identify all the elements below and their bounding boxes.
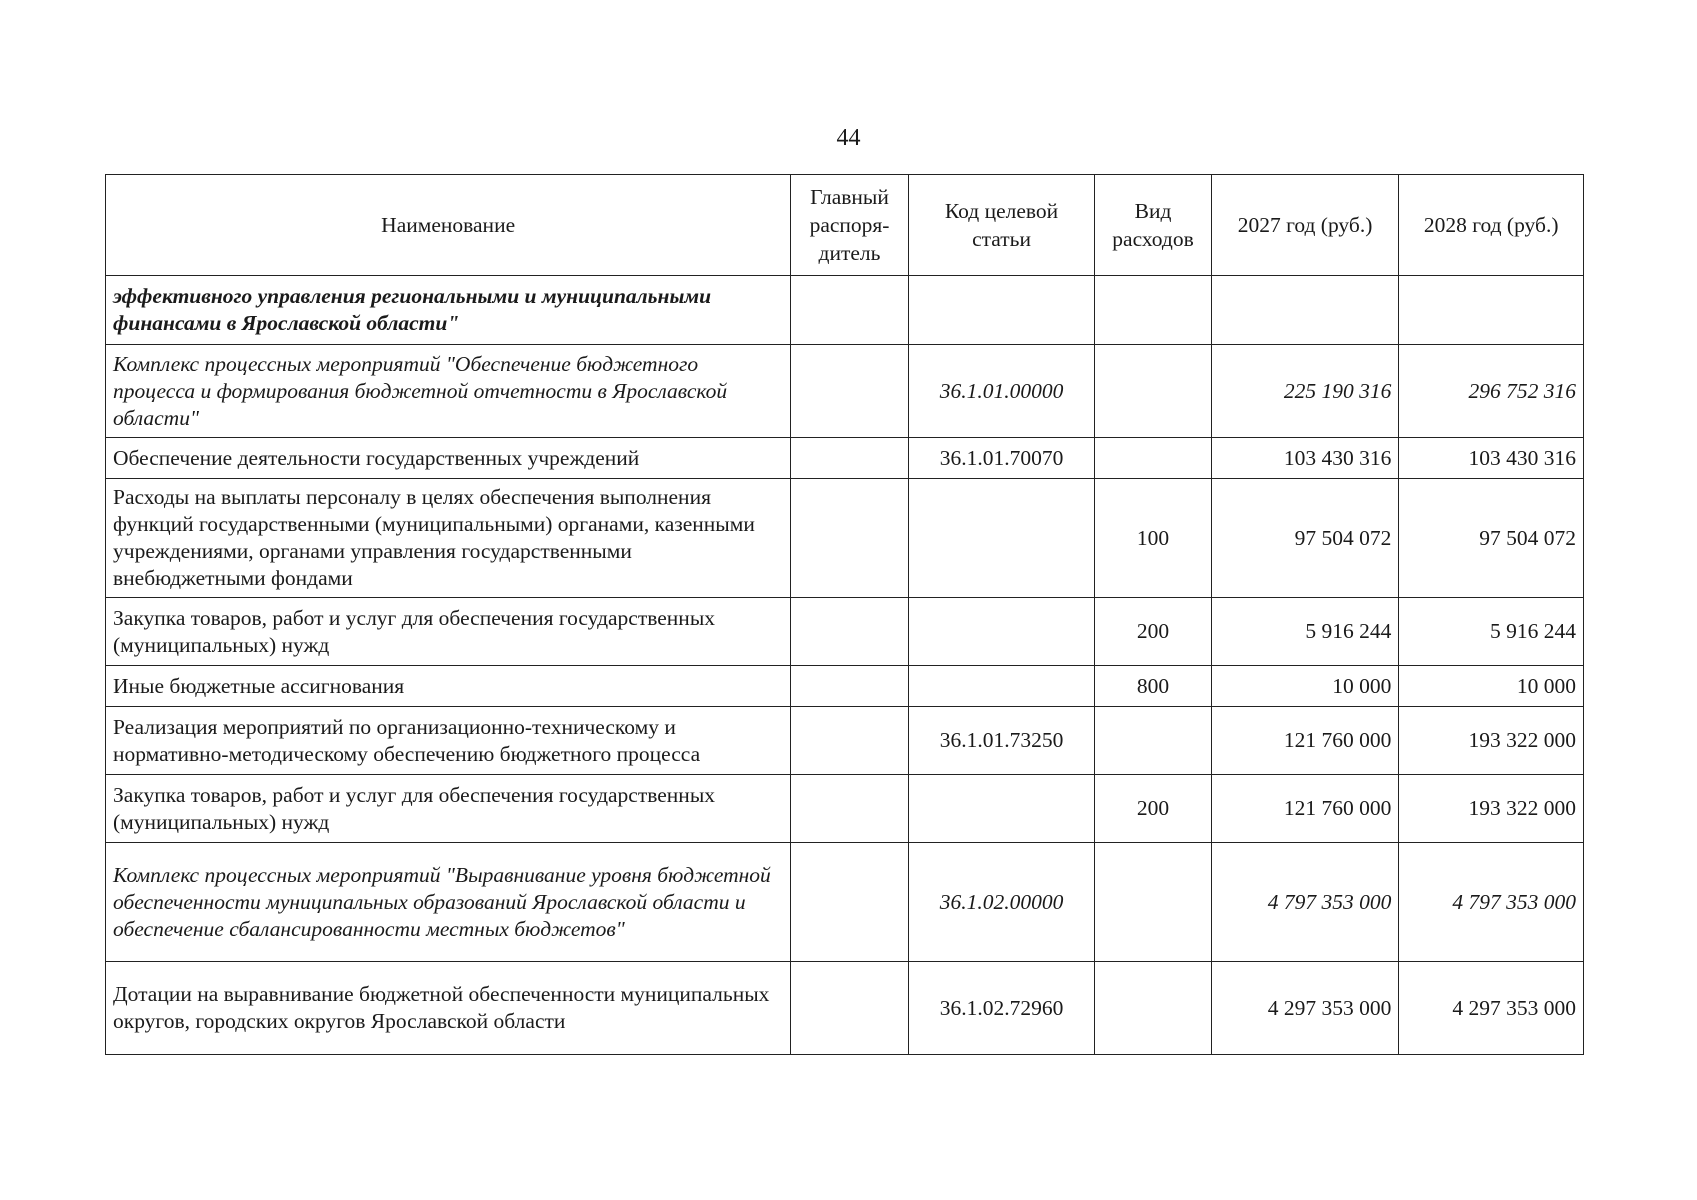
cell-name: Комплекс процессных мероприятий "Обеспечение бюджетного процесса и формирования бюджетной отчетности в Ярославской области" bbox=[106, 345, 791, 438]
cell-expense-type bbox=[1095, 345, 1211, 438]
table-header-row bbox=[106, 175, 1584, 276]
cell-code: 36.1.02.72960 bbox=[908, 962, 1095, 1055]
cell-admin bbox=[791, 707, 908, 775]
header-admin: Главный распоря-дитель bbox=[791, 175, 908, 276]
table-row bbox=[106, 962, 1584, 1055]
cell-code bbox=[908, 666, 1095, 707]
cell-year-2027: 97 504 072 bbox=[1211, 479, 1399, 598]
cell-name: эффективного управления региональными и муниципальными финансами в Ярославской области" bbox=[106, 276, 791, 345]
cell-code: 36.1.02.00000 bbox=[908, 843, 1095, 962]
cell-expense-type: 200 bbox=[1095, 775, 1211, 843]
cell-year-2028: 193 322 000 bbox=[1399, 775, 1584, 843]
cell-name: Реализация мероприятий по организационно-техническому и нормативно-методическому обеспечению бюджетного процесса bbox=[106, 707, 791, 775]
cell-name: Иные бюджетные ассигнования bbox=[106, 666, 791, 707]
cell-year-2027: 4 297 353 000 bbox=[1211, 962, 1399, 1055]
cell-admin bbox=[791, 666, 908, 707]
cell-expense-type: 800 bbox=[1095, 666, 1211, 707]
cell-code bbox=[908, 479, 1095, 598]
cell-expense-type bbox=[1095, 276, 1211, 345]
cell-admin bbox=[791, 276, 908, 345]
table-row bbox=[106, 438, 1584, 479]
budget-table bbox=[105, 174, 1584, 1055]
cell-expense-type: 100 bbox=[1095, 479, 1211, 598]
cell-name: Расходы на выплаты персоналу в целях обеспечения выполнения функций государственными (муниципальными) органами, казенными учреждениями, органами управления государственными внебюджетными фондами bbox=[106, 479, 791, 598]
cell-admin bbox=[791, 438, 908, 479]
cell-expense-type: 200 bbox=[1095, 598, 1211, 666]
cell-admin bbox=[791, 345, 908, 438]
cell-expense-type bbox=[1095, 843, 1211, 962]
cell-expense-type bbox=[1095, 438, 1211, 479]
cell-name: Обеспечение деятельности государственных учреждений bbox=[106, 438, 791, 479]
table-row bbox=[106, 345, 1584, 438]
table-row bbox=[106, 843, 1584, 962]
cell-year-2027 bbox=[1211, 276, 1399, 345]
cell-year-2028: 296 752 316 bbox=[1399, 345, 1584, 438]
cell-name: Дотации на выравнивание бюджетной обеспеченности муниципальных округов, городских округов Ярославской области bbox=[106, 962, 791, 1055]
cell-name: Комплекс процессных мероприятий "Выравнивание уровня бюджетной обеспеченности муниципальных образований Ярославской области и обеспечение сбалансированности местных бюджетов" bbox=[106, 843, 791, 962]
cell-year-2027: 10 000 bbox=[1211, 666, 1399, 707]
cell-year-2028: 10 000 bbox=[1399, 666, 1584, 707]
cell-year-2027: 225 190 316 bbox=[1211, 345, 1399, 438]
header-code: Код целевой статьи bbox=[908, 175, 1095, 276]
cell-admin bbox=[791, 479, 908, 598]
header-year-2028: 2028 год (руб.) bbox=[1399, 175, 1584, 276]
table-row bbox=[106, 775, 1584, 843]
cell-year-2028: 97 504 072 bbox=[1399, 479, 1584, 598]
table-row bbox=[106, 707, 1584, 775]
cell-admin bbox=[791, 962, 908, 1055]
cell-name: Закупка товаров, работ и услуг для обеспечения государственных (муниципальных) нужд bbox=[106, 775, 791, 843]
cell-code bbox=[908, 598, 1095, 666]
cell-admin bbox=[791, 598, 908, 666]
cell-admin bbox=[791, 775, 908, 843]
header-year-2027: 2027 год (руб.) bbox=[1211, 175, 1399, 276]
cell-year-2028: 193 322 000 bbox=[1399, 707, 1584, 775]
table-row bbox=[106, 666, 1584, 707]
header-expense-type: Вид расходов bbox=[1095, 175, 1211, 276]
cell-expense-type bbox=[1095, 962, 1211, 1055]
cell-year-2027: 5 916 244 bbox=[1211, 598, 1399, 666]
cell-year-2027: 121 760 000 bbox=[1211, 775, 1399, 843]
cell-year-2027: 121 760 000 bbox=[1211, 707, 1399, 775]
cell-year-2028: 5 916 244 bbox=[1399, 598, 1584, 666]
cell-code bbox=[908, 276, 1095, 345]
cell-expense-type bbox=[1095, 707, 1211, 775]
cell-code: 36.1.01.73250 bbox=[908, 707, 1095, 775]
cell-year-2028: 103 430 316 bbox=[1399, 438, 1584, 479]
table-row bbox=[106, 276, 1584, 345]
page-number: 44 bbox=[836, 125, 861, 151]
cell-code: 36.1.01.70070 bbox=[908, 438, 1095, 479]
cell-year-2027: 103 430 316 bbox=[1211, 438, 1399, 479]
cell-code bbox=[908, 775, 1095, 843]
cell-admin bbox=[791, 843, 908, 962]
cell-year-2027: 4 797 353 000 bbox=[1211, 843, 1399, 962]
table-row bbox=[106, 598, 1584, 666]
cell-code: 36.1.01.00000 bbox=[908, 345, 1095, 438]
cell-year-2028: 4 797 353 000 bbox=[1399, 843, 1584, 962]
cell-year-2028 bbox=[1399, 276, 1584, 345]
cell-year-2028: 4 297 353 000 bbox=[1399, 962, 1584, 1055]
header-name: Наименование bbox=[106, 175, 791, 276]
table-row bbox=[106, 479, 1584, 598]
cell-name: Закупка товаров, работ и услуг для обеспечения государственных (муниципальных) нужд bbox=[106, 598, 791, 666]
